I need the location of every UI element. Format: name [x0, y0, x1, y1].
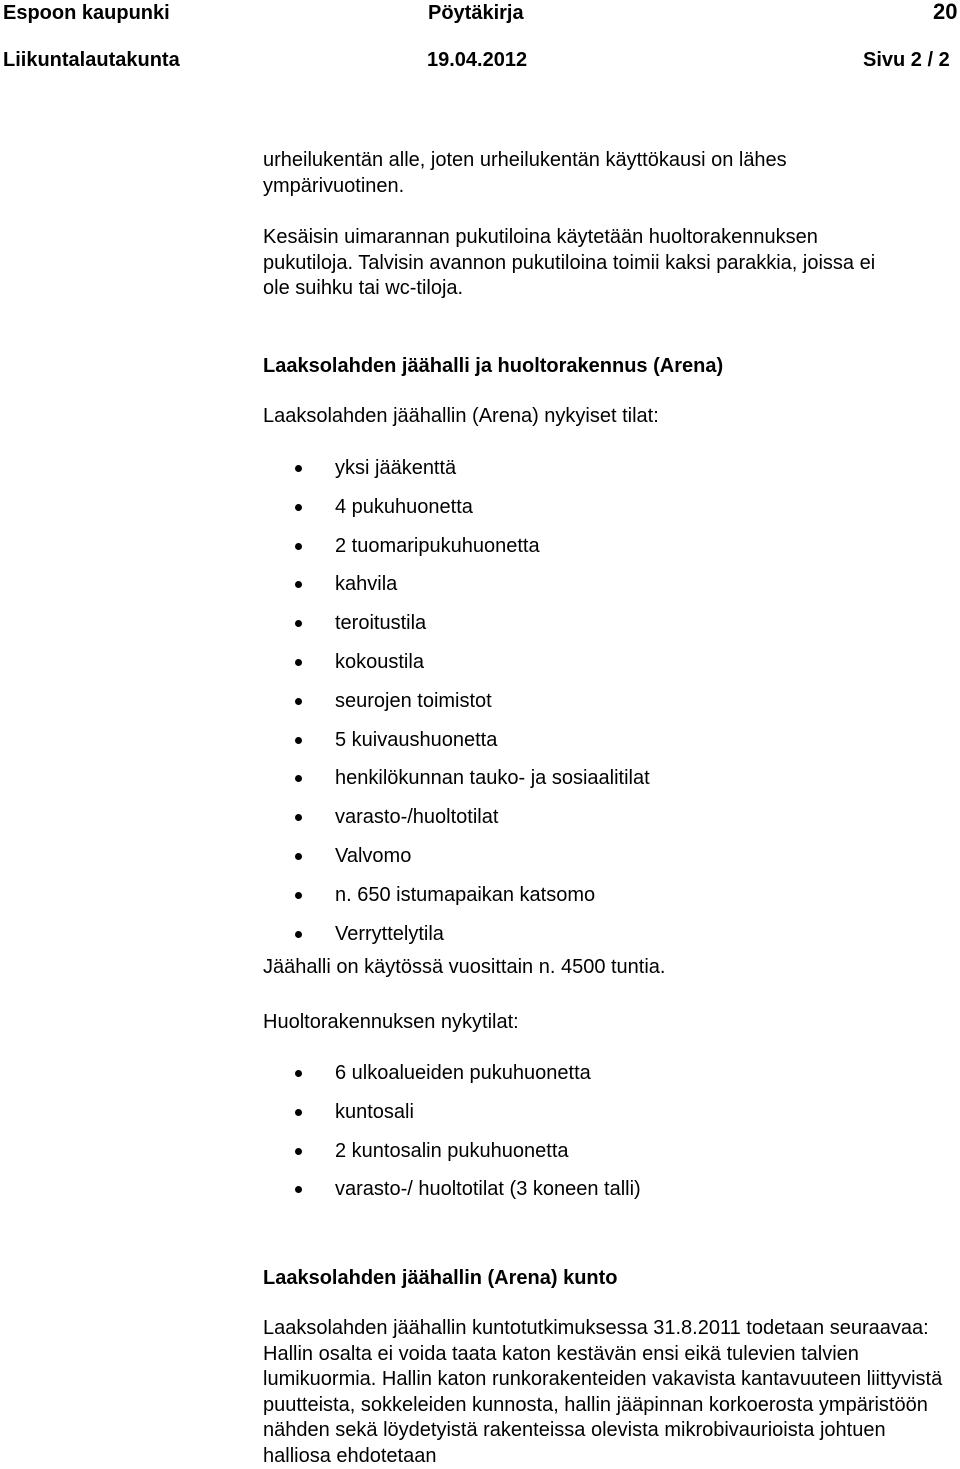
header-date: 19.04.2012	[427, 49, 528, 71]
list-item-text: kahvila	[335, 573, 398, 596]
bullet-icon	[295, 775, 302, 782]
bullet-icon	[295, 581, 302, 588]
bullet-icon	[295, 543, 302, 550]
list-item-text: kokoustila	[335, 650, 424, 673]
list-item-text: yksi jääkenttä	[335, 457, 457, 479]
header-organization: Espoon kaupunki	[3, 2, 170, 24]
header-page-number: Sivu 2 / 2	[863, 49, 950, 71]
bullet-icon	[295, 737, 302, 744]
header-section-number: 20	[933, 0, 958, 24]
list-item-text: 6 ulkoalueiden pukuhuonetta	[335, 1062, 591, 1084]
list-item-text: varasto-/ huoltotilat (3 koneen talli)	[335, 1178, 641, 1201]
list-item-text: teroitustila	[335, 612, 427, 635]
condition-heading: Laaksolahden jäähallin (Arena) kunto	[263, 1267, 618, 1289]
arena-spaces-intro: Laaksolahden jäähallin (Arena) nykyiset tilat:	[263, 405, 659, 427]
bullet-icon	[295, 931, 302, 938]
list-item-text: 2 tuomaripukuhuonetta	[335, 534, 540, 557]
list-item-text: henkilökunnan tauko- ja sosiaalitilat	[335, 767, 650, 790]
intro-paragraph-1: urheilukentän alle, joten urheilukentän käyttökausi on lähes ympärivuotinen.	[263, 149, 787, 197]
list-item-text: 5 kuivaushuonetta	[335, 728, 498, 751]
bullet-icon	[295, 814, 302, 821]
bullet-icon	[295, 853, 302, 860]
bullet-icon	[295, 504, 302, 511]
service-spaces-intro: Huoltorakennuksen nykytilat:	[263, 1011, 519, 1033]
list-item-text: 4 pukuhuonetta	[335, 495, 473, 518]
bullet-icon	[295, 465, 302, 472]
bullet-icon	[295, 1186, 302, 1193]
arena-heading: Laaksolahden jäähalli ja huoltorakennus (Arena)	[263, 355, 724, 377]
bullet-icon	[295, 892, 302, 899]
arena-usage: Jäähalli on käytössä vuosittain n. 4500 tuntia.	[263, 956, 666, 978]
bullet-icon	[295, 1109, 302, 1116]
list-item-text: Verryttelytila	[335, 922, 444, 945]
list-item-text: n. 650 istumapaikan katsomo	[335, 883, 596, 906]
bullet-icon	[295, 620, 302, 627]
bullet-icon	[295, 1148, 302, 1155]
header-doc-type: Pöytäkirja	[428, 2, 524, 24]
list-item-text: kuntosali	[335, 1100, 414, 1123]
list-item-text: varasto-/huoltotilat	[335, 806, 499, 829]
bullet-icon	[295, 659, 302, 666]
list-item-text: Valvomo	[335, 844, 412, 867]
intro-paragraph-2: Kesäisin uimarannan pukutiloina käytetään huoltorakennuksen pukutiloja. Talvisin avannon pukutiloina toimii kaksi parakkia, joissa ei ole suihku tai wc-tiloja.	[263, 226, 876, 299]
list-item-text: seurojen toimistot	[335, 689, 492, 712]
list-item-text: 2 kuntosalin pukuhuonetta	[335, 1139, 569, 1162]
bullet-icon	[295, 698, 302, 705]
bullet-icon	[295, 1070, 302, 1077]
condition-paragraph: Laaksolahden jäähallin kuntotutkimuksessa 31.8.2011 todetaan seuraavaa: Hallin osalta ei voida taata katon kestävän ensi eikä tulevien talvien lumikuormia. Hallin katon runkorakenteiden vakavista kantavuuteen liittyvistä puutteista, sokkeleiden kunnosta, hallin jääpinnan korkoerosta ympäristöön nähden sekä löydetyistä rakenteissa olevista mikrobivaurioista johtuen halliosa ehdotetaan	[263, 1317, 943, 1467]
header-board: Liikuntalautakunta	[3, 49, 180, 71]
